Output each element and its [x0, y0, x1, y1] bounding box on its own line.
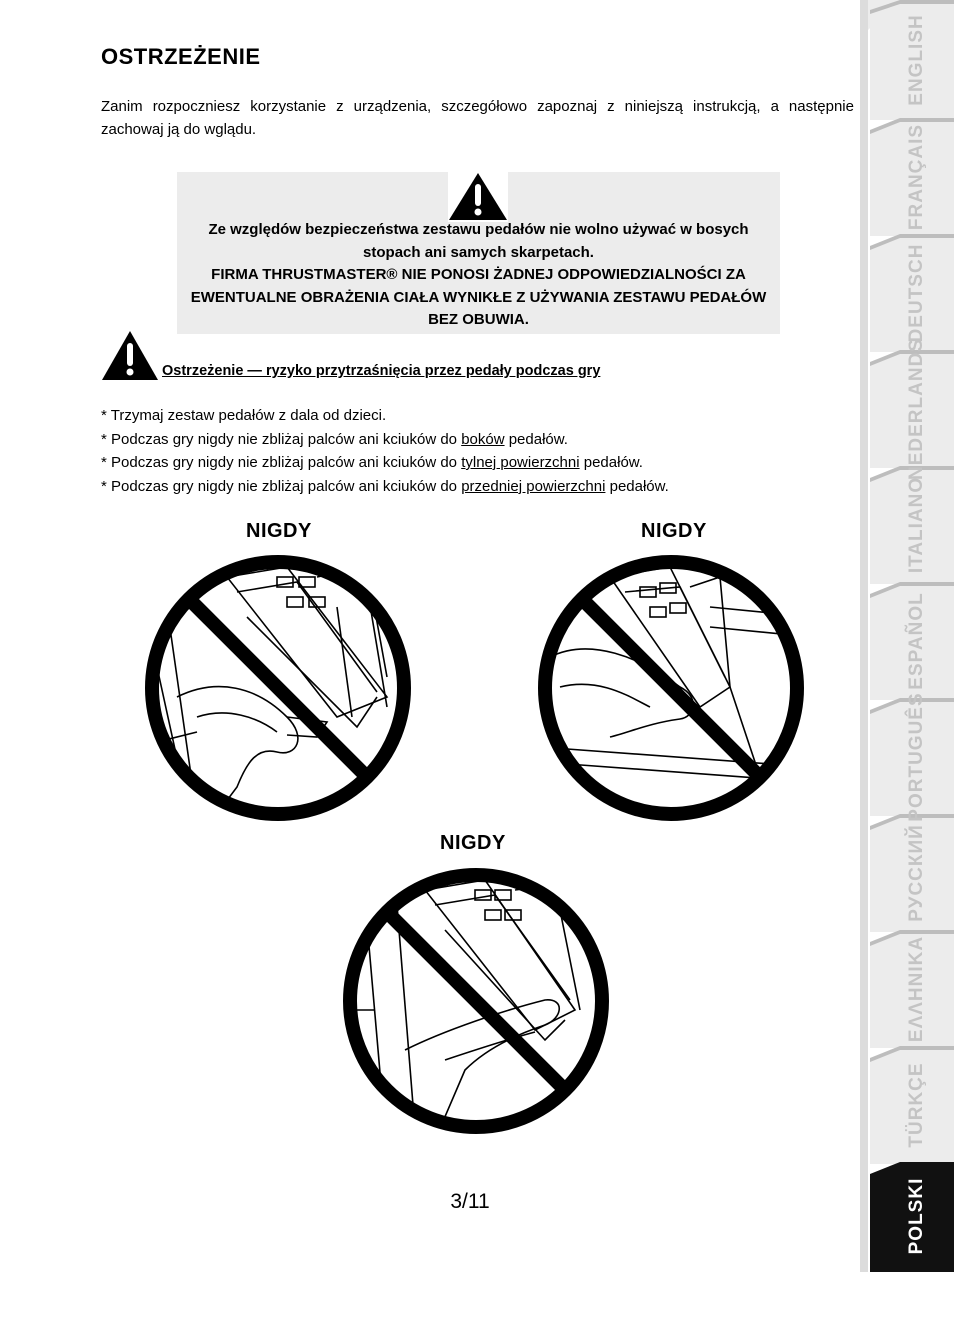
tab-english[interactable]: ENGLISH: [906, 14, 927, 106]
pinch-warning: [101, 330, 781, 382]
prohibited-pedal-rear-illustration: [530, 547, 812, 829]
safety-box-warning-icon-holder: [448, 172, 508, 222]
never-label: NIGDY: [641, 520, 707, 542]
language-tabs: [860, 0, 954, 1272]
page-number: 3/11: [450, 1190, 490, 1213]
list-item: * Podczas gry nigdy nie zbliżaj palców ani kciuków do boków pedałów.: [101, 430, 568, 448]
tab-turkce[interactable]: TÜRKÇE: [906, 1062, 927, 1148]
tab-portugues[interactable]: PORTUGUÊS: [906, 692, 927, 822]
warning-icon: [448, 172, 508, 222]
prohibited-pedal-side-illustration: [137, 547, 419, 829]
safety-notice-text: [180, 219, 777, 332]
never-label: NIGDY: [246, 520, 312, 542]
safety-notice-line-2: FIRMA THRUSTMASTER® NIE PONOSI ŻADNEJ ODPOWIEDZIALNOŚCI ZA EWENTUALNE OBRAŻENIA CIAŁA WYNIKŁE Z UŻYWANIA ZESTAWU PEDAŁÓW BEZ OBUWIA.: [190, 266, 767, 328]
pinch-warning-text: Ostrzeżenie — ryzyko przytrzaśnięcia przez pedały podczas gry: [162, 363, 601, 379]
safety-bullet-list: [101, 404, 669, 498]
tab-francais[interactable]: FRANÇAIS: [906, 123, 927, 231]
tab-nederlands[interactable]: NEDERLANDS: [906, 338, 927, 480]
safety-notice-line-1: Ze względów bezpieczeństwa zestawu pedałów nie wolno używać w bosych stopach ani samych skarpetach.: [208, 221, 749, 261]
list-item: * Podczas gry nigdy nie zbliżaj palców ani kciuków do przedniej powierzchni pedałów.: [101, 477, 669, 495]
tab-espanol[interactable]: ESPAÑOL: [906, 592, 927, 690]
warning-icon: [101, 330, 159, 382]
tab-deutsch[interactable]: DEUTSCH: [906, 243, 927, 343]
tab-russkiy[interactable]: РУССКИЙ: [906, 824, 927, 922]
page-title: OSTRZEŻENIE: [101, 44, 261, 69]
tab-polski[interactable]: POLSKI: [906, 1177, 927, 1255]
tab-ellinika[interactable]: ΕΛΛΗΝΙΚΑ: [906, 935, 927, 1043]
intro-paragraph: Zanim rozpoczniesz korzystanie z urządzenia, szczegółowo zapoznaj z niniejszą instrukcją, a następnie zachowaj ją do wglądu.: [101, 98, 854, 138]
tab-italiano[interactable]: ITALIANO: [906, 476, 927, 574]
list-item: * Podczas gry nigdy nie zbliżaj palców ani kciuków do tylnej powierzchni pedałów.: [101, 454, 643, 471]
never-label: NIGDY: [440, 832, 506, 854]
prohibited-pedal-front-illustration: [335, 860, 617, 1142]
list-item: * Trzymaj zestaw pedałów z dala od dzieci.: [101, 407, 387, 424]
